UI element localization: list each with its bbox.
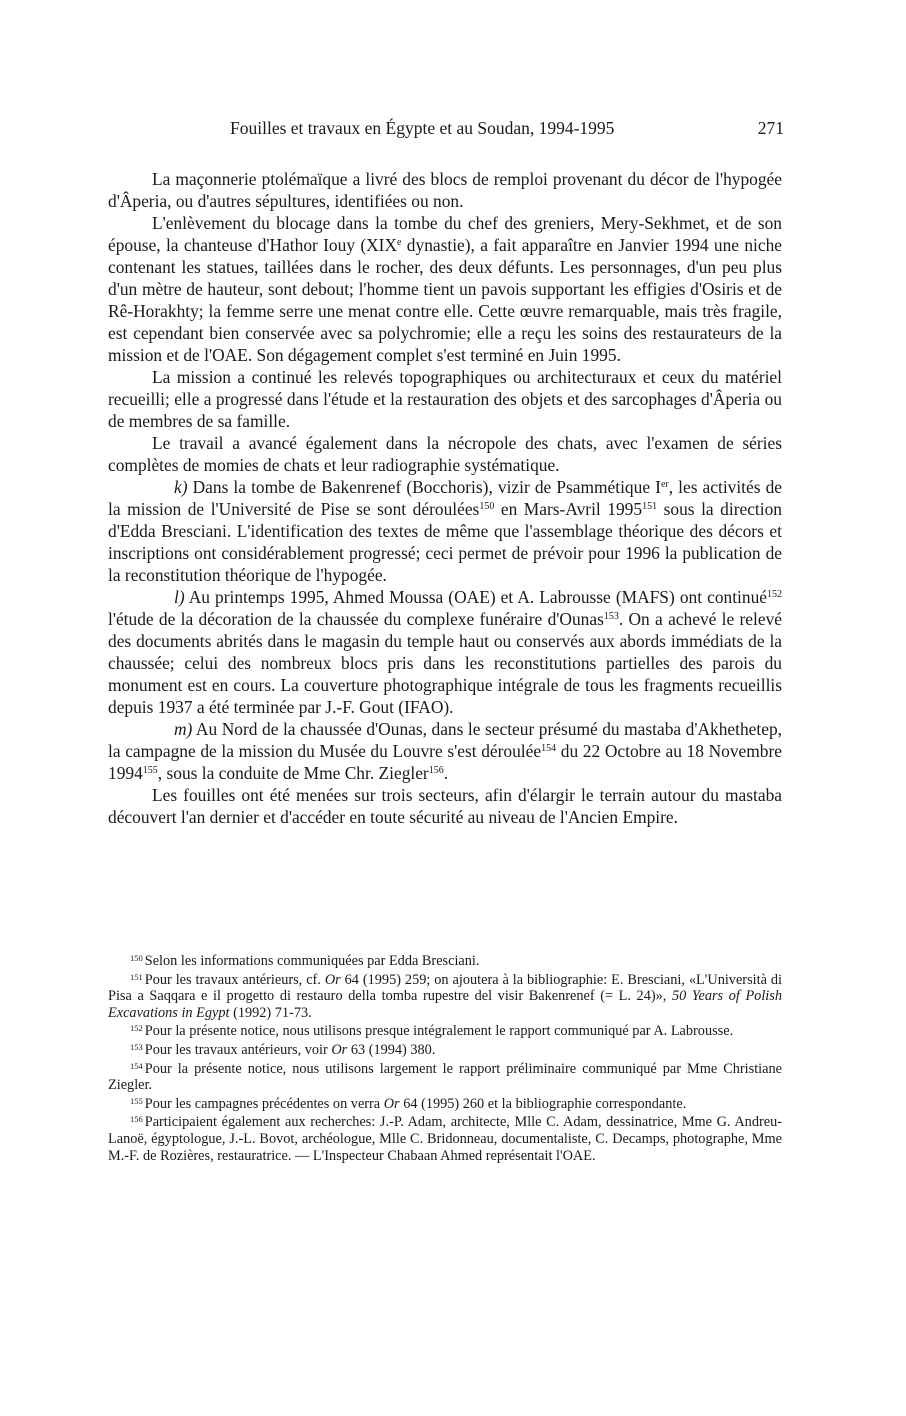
paragraph-l — [108, 586, 782, 718]
footnote-number: 153 — [130, 1041, 143, 1052]
footnote-text: Selon les informations communiquées par Edda Bresciani. — [144, 953, 480, 969]
footnote-ref-150[interactable]: 150 — [479, 501, 495, 512]
footnote-156 — [108, 1114, 782, 1164]
footnote-152 — [108, 1023, 782, 1040]
footnotes — [108, 953, 782, 1166]
text-span: , sous la conduite de Mme Chr. Ziegler — [157, 763, 429, 783]
footnote-text: 64 (1995) 259; on ajoutera à la bibliographie: E. Bresciani, «L'Università di Pisa a Saqqara e il progetto di restauro della tomba rupestre del visir Bakenrenef (= L. 24)», — [108, 971, 782, 1005]
text-span: Dans la tombe de Bakenrenef (Bocchoris), vizir de Psammétique I — [187, 477, 661, 497]
footnote-155 — [108, 1096, 782, 1113]
journal-abbrev: Or — [331, 1041, 348, 1058]
text-span: . — [443, 763, 449, 783]
running-header — [108, 118, 784, 140]
section-letter-l: l) — [174, 587, 185, 607]
book-title: 50 Years of Polish Excavations in Egypt — [108, 988, 782, 1021]
paragraph-fouilles: Les fouilles ont été menées sur trois secteurs, afin d'élargir le terrain autour du mastaba découvert l'an dernier et d'accéder en toute sécurité au niveau de l'Ancien Empire. — [108, 785, 782, 827]
superscript-er: er — [660, 479, 669, 490]
footnote-ref-154[interactable]: 154 — [541, 743, 557, 754]
paragraph-k — [108, 476, 782, 586]
main-text — [108, 168, 782, 828]
footnote-text: Pour les travaux antérieurs, cf. — [144, 971, 325, 988]
text-span: du 22 Octobre au 18 Novembre 1994 — [108, 741, 782, 783]
paragraph-chats: Le travail a avancé également dans la nécropole des chats, avec l'examen de séries complètes de momies de chats et leur radiographie systématique. — [108, 433, 782, 475]
footnote-text: Pour les campagnes précédentes on verra — [144, 1095, 384, 1112]
footnote-number: 155 — [130, 1095, 143, 1106]
section-letter-k: k) — [174, 477, 188, 497]
footnote-ref-155[interactable]: 155 — [142, 765, 158, 776]
text-span: L'enlèvement du blocage dans la tombe du chef des greniers, Mery-Sekhmet, et de son épouse, la chanteuse d'Hathor Iouy (XIX — [108, 213, 782, 255]
footnote-number: 152 — [130, 1023, 143, 1034]
footnote-number: 151 — [130, 971, 143, 982]
footnote-text: Pour les travaux antérieurs, voir — [144, 1041, 332, 1058]
text-span: en Mars-Avril 1995 — [494, 499, 643, 519]
paragraph-releves: La mission a continué les relevés topographiques ou architecturaux et ceux du matériel recueilli; elle a progressé dans l'étude et la restauration des objets et des sarcophages d'Âperia ou de membres de sa famille. — [108, 367, 782, 431]
journal-abbrev: Or — [324, 971, 341, 988]
footnote-text: 64 (1995) 260 et la bibliographie correspondante. — [399, 1095, 687, 1112]
section-letter-m: m) — [174, 719, 193, 739]
footnote-text: (1992) 71-73. — [229, 1004, 312, 1021]
footnote-text: Pour la présente notice, nous utilisons presque intégralement le rapport communiqué par A. Labrousse. — [144, 1023, 734, 1040]
footnote-number: 156 — [130, 1114, 143, 1125]
text-span: sous la direction d'Edda Bresciani. L'identification des textes de même que l'assemblage théorique des décors et inscriptions ont considérablement progressé; ceci permet de prévoir pour 1996 la publication de la reconstitution théorique de l'hypogée. — [108, 499, 782, 585]
footnote-number: 154 — [130, 1060, 143, 1071]
paragraph-m — [108, 718, 782, 784]
text-span: , les activités de la mission de l'Université de Pise se sont déroulées — [108, 477, 783, 519]
running-title: Fouilles et travaux en Égypte et au Soudan, 1994-1995 — [230, 118, 615, 138]
text-span: l'étude de la décoration de la chaussée du complexe funéraire d'Ounas — [108, 609, 604, 629]
footnote-ref-156[interactable]: 156 — [428, 765, 444, 776]
paragraph-maconnerie: La maçonnerie ptolémaïque a livré des blocs de remploi provenant du décor de l'hypogée d'Âperia, ou d'autres sépultures, identifiées ou non. — [108, 169, 782, 211]
superscript-e: e — [397, 237, 402, 248]
footnote-154 — [108, 1061, 782, 1094]
footnote-151 — [108, 972, 782, 1022]
footnote-number: 150 — [130, 953, 143, 963]
footnote-ref-153[interactable]: 153 — [603, 611, 619, 622]
text-span: Au Nord de la chaussée d'Ounas, dans le secteur présumé du mastaba d'Akhethetep, la campagne de la mission du Musée du Louvre s'est déroulée — [108, 719, 782, 761]
paragraph-mery-sekhmet — [108, 212, 782, 366]
footnote-150 — [108, 953, 782, 970]
footnote-text: Participaient également aux recherches: J.-P. Adam, architecte, Mlle C. Adam, dessinatrice, Mme G. Andreu-Lanoë, égyptologue, J.-L. Bovot, archéologue, Mlle C. Bridonneau, documentaliste, C. Decamps, photographe, Mme M.-F. de Rozières, restauratrice. — L'Inspecteur Chabaan Ahmed représentait l'OAE. — [108, 1114, 782, 1164]
text-span: Au printemps 1995, Ahmed Moussa (OAE) et A. Labrousse (MAFS) ont continué — [184, 587, 767, 607]
text-span: . On a achevé le relevé des documents abrités dans le magasin du temple haut ou conservés aux abords immédiats de la chaussée; celui des nombreux blocs pris dans les reconstitutions partielles des parois du monument est en cours. La couverture photographique intégrale de tous les fragments recueillis depuis 1937 a été terminée par J.-F. Gout (IFAO). — [108, 609, 782, 717]
footnote-text: 63 (1994) 380. — [347, 1041, 436, 1058]
page-number: 271 — [757, 118, 784, 138]
journal-abbrev: Or — [383, 1095, 400, 1112]
footnote-153 — [108, 1042, 782, 1059]
footnote-ref-151[interactable]: 151 — [642, 501, 658, 512]
footnote-ref-152[interactable]: 152 — [767, 589, 782, 600]
footnote-text: Pour la présente notice, nous utilisons largement le rapport préliminaire communiqué par Mme Christiane Ziegler. — [108, 1060, 782, 1094]
text-span: dynastie), a fait apparaître en Janvier 1994 une niche contenant les statues, taillées dans le rocher, des deux défunts. Les personnages, d'un peu plus d'un mètre de hauteur, sont debout; l'homme tient un pavois supportant les effigies d'Osiris et de Rê-Horakhty; la femme serre une menat contre elle. Cette œuvre remarquable, mais très fragile, est cependant bien conservée avec sa polychromie; elle a reçu les soins des restaurateurs de la mission et de l'OAE. Son dégagement complet s'est terminé en Juin 1995. — [108, 235, 783, 365]
